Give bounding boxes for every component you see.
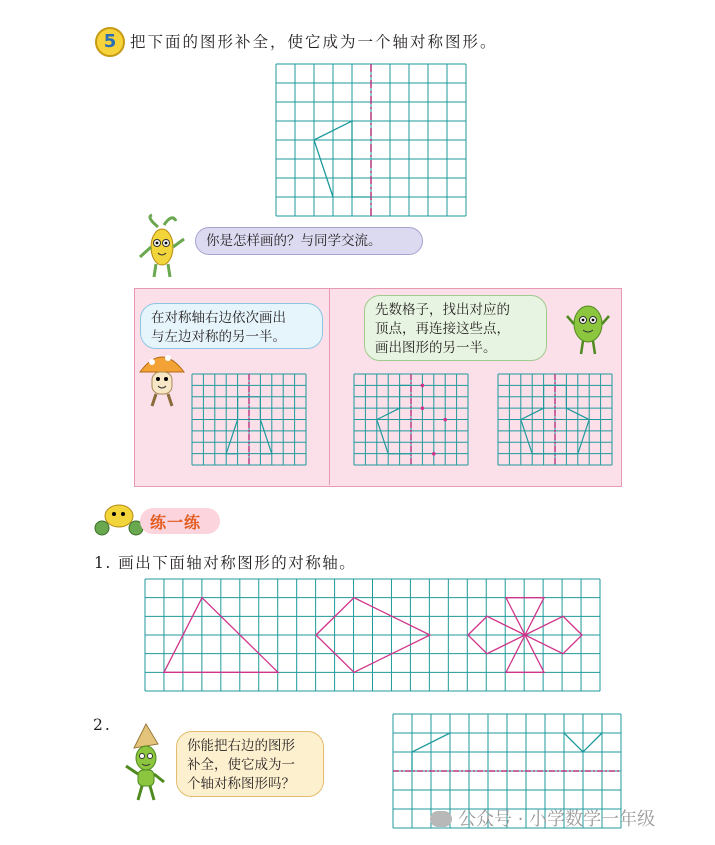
right-bubble-line-2: 顶点，再连接这些点， <box>375 321 510 337</box>
left-bubble-line-2: 与左边对称的另一半。 <box>151 329 286 345</box>
watermark-text: 公众号 · 小学数学一年级 <box>458 809 656 830</box>
corn-speech-bubble: 你是怎样画的？与同学交流。 <box>195 227 423 255</box>
mushroom-character <box>138 348 186 410</box>
q2-bubble-line-3: 个轴对称图形吗？ <box>187 776 295 792</box>
method-grid-3 <box>498 374 612 465</box>
panel-divider <box>329 288 330 485</box>
wechat-icon <box>430 811 452 827</box>
right-bubble-line-1: 先数格子，找出对应的 <box>375 302 510 318</box>
bean-character <box>566 300 610 356</box>
right-bubble-line-3: 画出图形的另一半。 <box>375 340 497 356</box>
main-grid <box>276 64 466 216</box>
left-bubble-line-1: 在对称轴右边依次画出 <box>151 310 286 326</box>
method-right-bubble <box>364 295 547 361</box>
method-grid-1 <box>192 374 306 465</box>
problem-5-instruction: 把下面的图形补全，使它成为一个轴对称图形。 <box>130 33 498 51</box>
practice-grid-1 <box>145 579 600 691</box>
method-left-bubble <box>140 303 323 349</box>
question-2-bubble <box>176 731 324 797</box>
corn-character <box>138 217 188 279</box>
method-grid-2 <box>354 374 468 465</box>
practice-mascot-icon <box>92 500 146 536</box>
q2-bubble-line-1: 你能把右边的图形 <box>187 738 295 754</box>
leaf-character <box>118 722 172 802</box>
q2-bubble-line-2: 补全，使它成为一 <box>187 757 295 773</box>
problem-number-badge: 5 <box>95 27 125 57</box>
practice-title: 练一练 <box>150 513 202 532</box>
practice-question-2-number: 2. <box>93 716 112 734</box>
watermark <box>430 805 655 831</box>
practice-question-1: 1. 画出下面轴对称图形的对称轴。 <box>94 554 357 572</box>
